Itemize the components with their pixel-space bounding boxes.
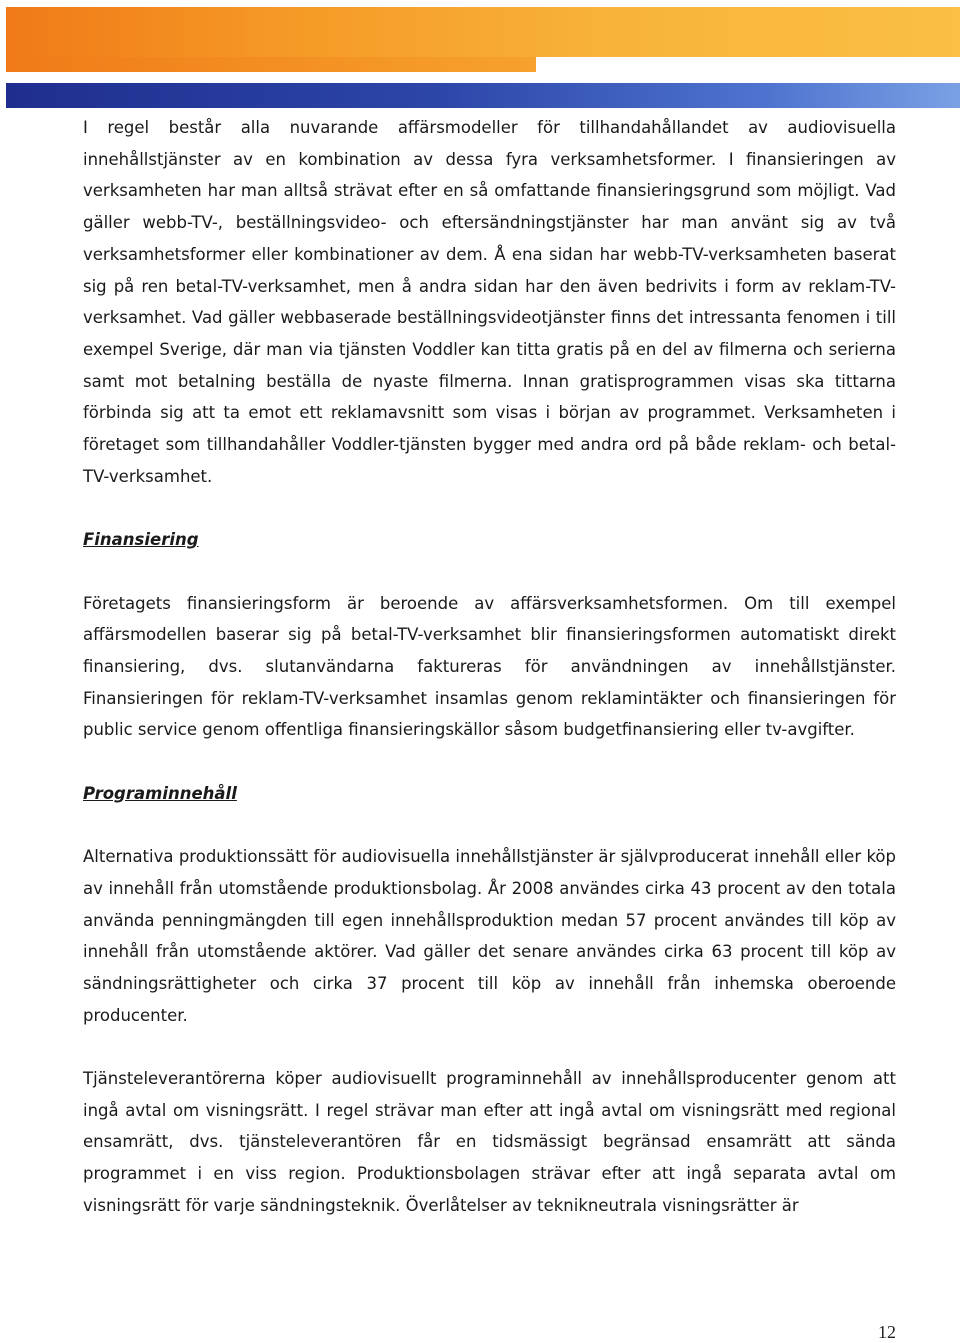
header-orange-band — [6, 7, 960, 57]
document-body — [83, 112, 896, 1222]
header-orange-tab — [6, 57, 536, 72]
header-blue-band — [6, 83, 960, 108]
paragraph-production: Alternativa produktionssätt för audiovisuella innehållstjänster är självproducerat innehåll eller köp av innehåll från utomstående produktionsbolag. År 2008 användes cirka 43 procent av den totala använda penningmängden till egen innehållsproduktion medan 57 procent användes till köp av innehåll från utomstående aktörer. Vad gäller det senare användes cirka 63 procent till köp av sändningsrättigheter och cirka 37 procent till köp av innehåll från inhemska oberoende producenter. — [83, 847, 896, 1025]
page-number: 12 — [878, 1322, 896, 1342]
heading-programinnehall: Programinnehåll — [83, 783, 237, 803]
heading-finansiering: Finansiering — [83, 530, 199, 550]
paragraph-business-models: I regel består alla nuvarande affärsmodeller för tillhandahållandet av audiovisuella innehållstjänster av en kombination av dessa fyra verksamhetsformer. I finansieringen av verksamheten har man alltså strävat efter en så omfattande finansieringsgrund som möjligt. Vad gäller webb-TV-, beställningsvideo- och eftersändningstjänster har man använt sig av två verksamhetsformer eller kombinationer av dem. Å ena sidan har webb-TV-verksamheten baserat sig på ren betal-TV-verksamhet, men å andra sidan har den även bedrivits i form av reklam-TV-verksamhet. Vad gäller webbaserade beställningsvideotjänster finns det intressanta fenomen i till exempel Sverige, där man via tjänsten Voddler kan titta gratis på en del av filmerna och serierna samt mot betalning beställa de nyaste filmerna. Innan gratisprogrammen visas ska tittarna förbinda sig att ta emot ett reklamavsnitt som visas i början av programmet. Verksamheten i företaget som tillhandahåller Voddler-tjänsten bygger med andra ord på både reklam- och betal-TV-verksamhet. — [83, 118, 896, 486]
paragraph-rights: Tjänsteleverantörerna köper audiovisuellt programinnehåll av innehållsproducenter genom att ingå avtal om visningsrätt. I regel strävar man efter att ingå avtal om visningsrätt med regional ensamrätt, dvs. tjänsteleverantören får en tidsmässigt begränsad ensamrätt att sända programmet i en viss region. Produktionsbolagen strävar efter att ingå separata avtal om visningsrätt för varje sändningsteknik. Överlåtelser av teknikneutrala visningsrätter är — [83, 1069, 896, 1215]
paragraph-financing: Företagets finansieringsform är beroende av affärsverksamhetsformen. Om till exempel affärsmodellen baserar sig på betal-TV-verksamhet blir finansieringsformen automatiskt direkt finansiering, dvs. slutanvändarna faktureras för användningen av innehållstjänster. Finansieringen för reklam-TV-verksamhet insamlas genom reklamintäkter och finansieringen för public service genom offentliga finansieringskällor såsom budgetfinansiering eller tv-avgifter. — [83, 593, 896, 740]
